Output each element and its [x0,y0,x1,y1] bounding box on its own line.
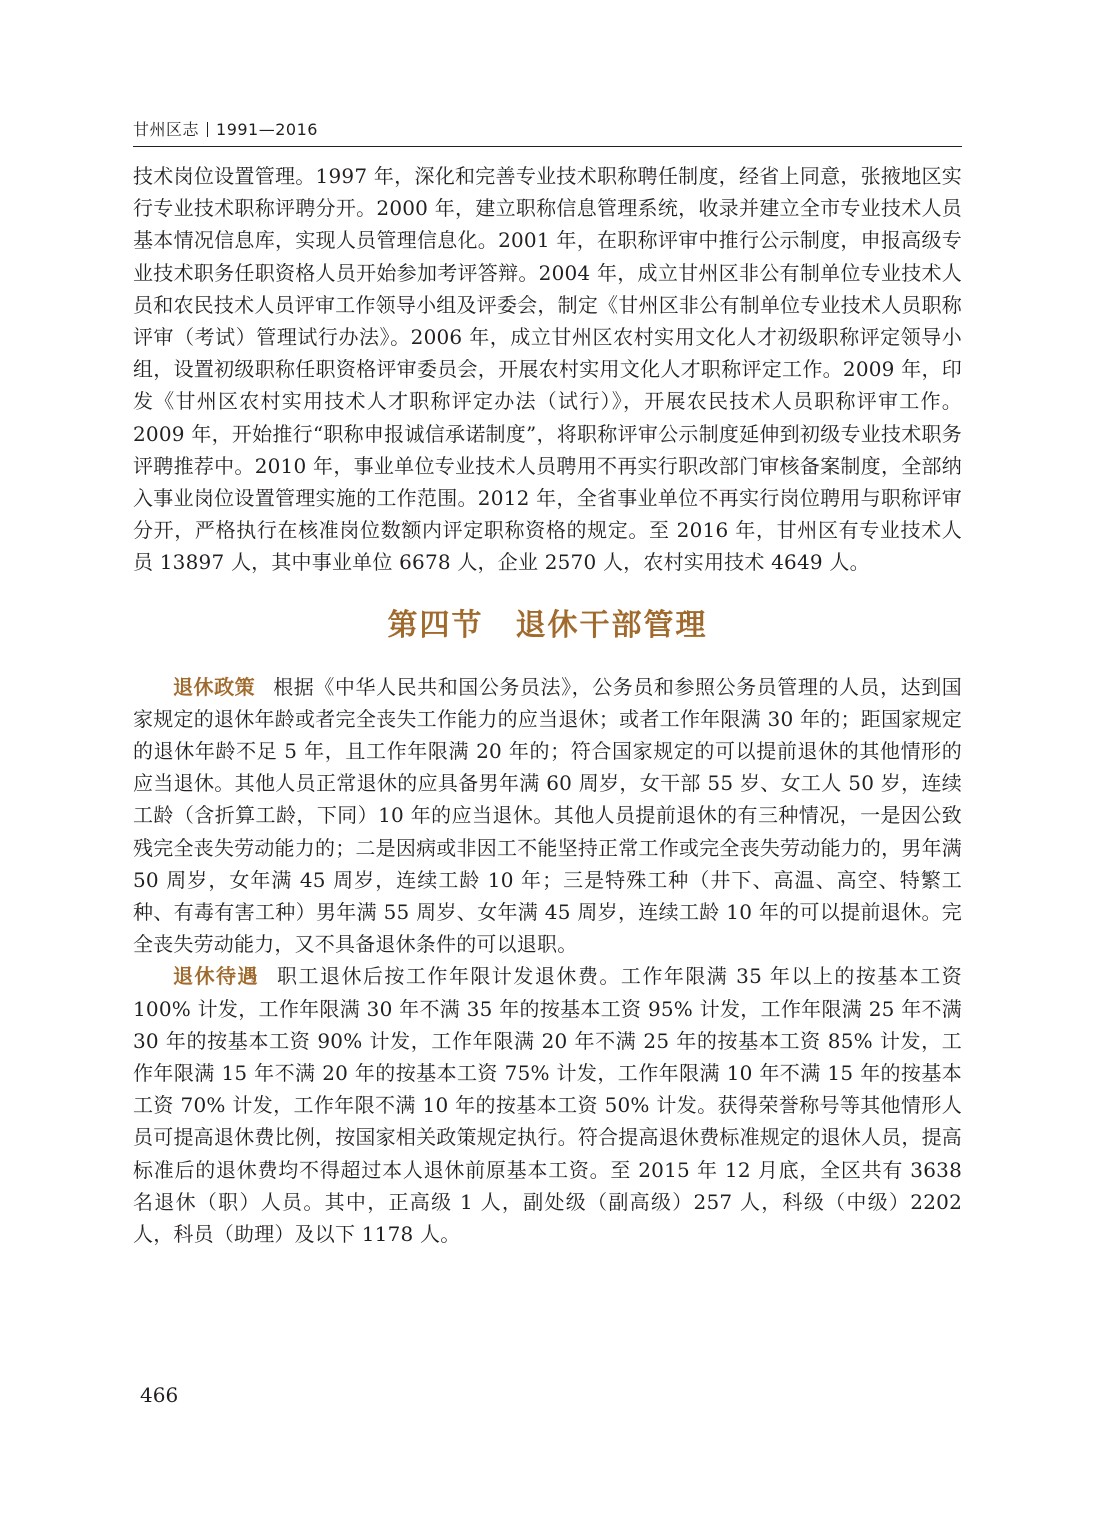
book-years: 1991—2016 [216,120,318,139]
retirement-policy-label: 退休政策 [173,674,256,699]
retirement-policy-paragraph [133,671,962,961]
page-body [133,160,962,1250]
header-rule [133,146,962,147]
intro-paragraph: 技术岗位设置管理。1997 年，深化和完善专业技术职称聘任制度，经省上同意，张掖地区实行专业技术职称评聘分开。2000 年，建立职称信息管理系统，收录并建立全市专业技术人员基本情况信息库，实现人员管理信息化。2001 年，在职称评审中推行公示制度，申报高级专业技术职务任职资格人员开始参加考评答辩。2004 年，成立甘州区非公有制单位专业技术人员和农民技术人员评审工作领导小组及评委会，制定《甘州区非公有制单位专业技术人员职称评审（考试）管理试行办法》。2006 年，成立甘州区农村实用文化人才初级职称评定领导小组，设置初级职称任职资格评审委员会，开展农村实用文化人才职称评定工作。2009 年，印发《甘州区农村实用技术人才职称评定办法（试行）》，开展农民技术人员职称评审工作。2009 年，开始推行“职称申报诚信承诺制度”，将职称评审公示制度延伸到初级专业技术职务评聘推荐中。2010 年，事业单位专业技术人员聘用不再实行职改部门审核备案制度，全部纳入事业岗位设置管理实施的工作范围。2012 年，全省事业单位不再实行岗位聘用与职称评审分开，严格执行在核准岗位数额内评定职称资格的规定。至 2016 年，甘州区有专业技术人员 13897 人，其中事业单位 6678 人，企业 2570 人，农村实用技术 4649 人。 [133,164,962,575]
book-title: 甘州区志 [133,120,200,139]
page-number: 466 [140,1383,179,1407]
retirement-benefits-text: 职工退休后按工作年限计发退休费。工作年限满 35 年以上的按基本工资 100% 计发，工作年限满 30 年不满 35 年的按基本工资 95% 计发，工作年限满 25 年不满 30 年的按基本工资 90% 计发，工作年限满 20 年不满 25 年的按基本工资 85% 计发，工作年限满 15 年不满 20 年的按基本工资 75% 计发，工作年限满 10 年不满 15 年的按基本工资 70% 计发，工作年限不满 10 年的按基本工资 50% 计发。获得荣誉称号等其他情形人员可提高退休费比例，按国家相关政策规定执行。符合提高退休费标准规定的退休人员，提高标准后的退休费均不得超过本人退休前原基本工资。至 2015 年 12 月底，全区共有 3638 名退休（职）人员。其中，正高级 1 人，副处级（副高级）257 人，科级（中级）2202 人，科员（助理）及以下 1178 人。 [133,964,962,1247]
running-head [133,118,318,142]
retirement-benefits-label: 退休待遇 [173,964,259,989]
section-title: 第四节 退休干部管理 [387,607,708,643]
retirement-benefits-paragraph [133,960,962,1250]
retirement-policy-text: 根据《中华人民共和国公务员法》，公务员和参照公务员管理的人员，达到国家规定的退休年龄或者完全丧失工作能力的应当退休；或者工作年限满 30 年的；距国家规定的退休年龄不足 5 年，且工作年限满 20 年的；符合国家规定的可以提前退休的其他情形的应当退休。其他人员正常退休的应具备男年满 60 周岁，女干部 55 岁、女工人 50 岁，连续工龄（含折算工龄，下同）10 年的应当退休。其他人员提前退休的有三种情况，一是因公致残完全丧失劳动能力的；二是因病或非因工不能坚持正常工作或完全丧失劳动能力的，男年满 50 周岁，女年满 45 周岁，连续工龄 10 年；三是特殊工种（井下、高温、高空、特繁工种、有毒有害工种）男年满 55 周岁、女年满 45 周岁，连续工龄 10 年的可以提前退休。完全丧失劳动能力，又不具备退休条件的可以退职。 [133,674,962,957]
header-separator [207,122,208,137]
